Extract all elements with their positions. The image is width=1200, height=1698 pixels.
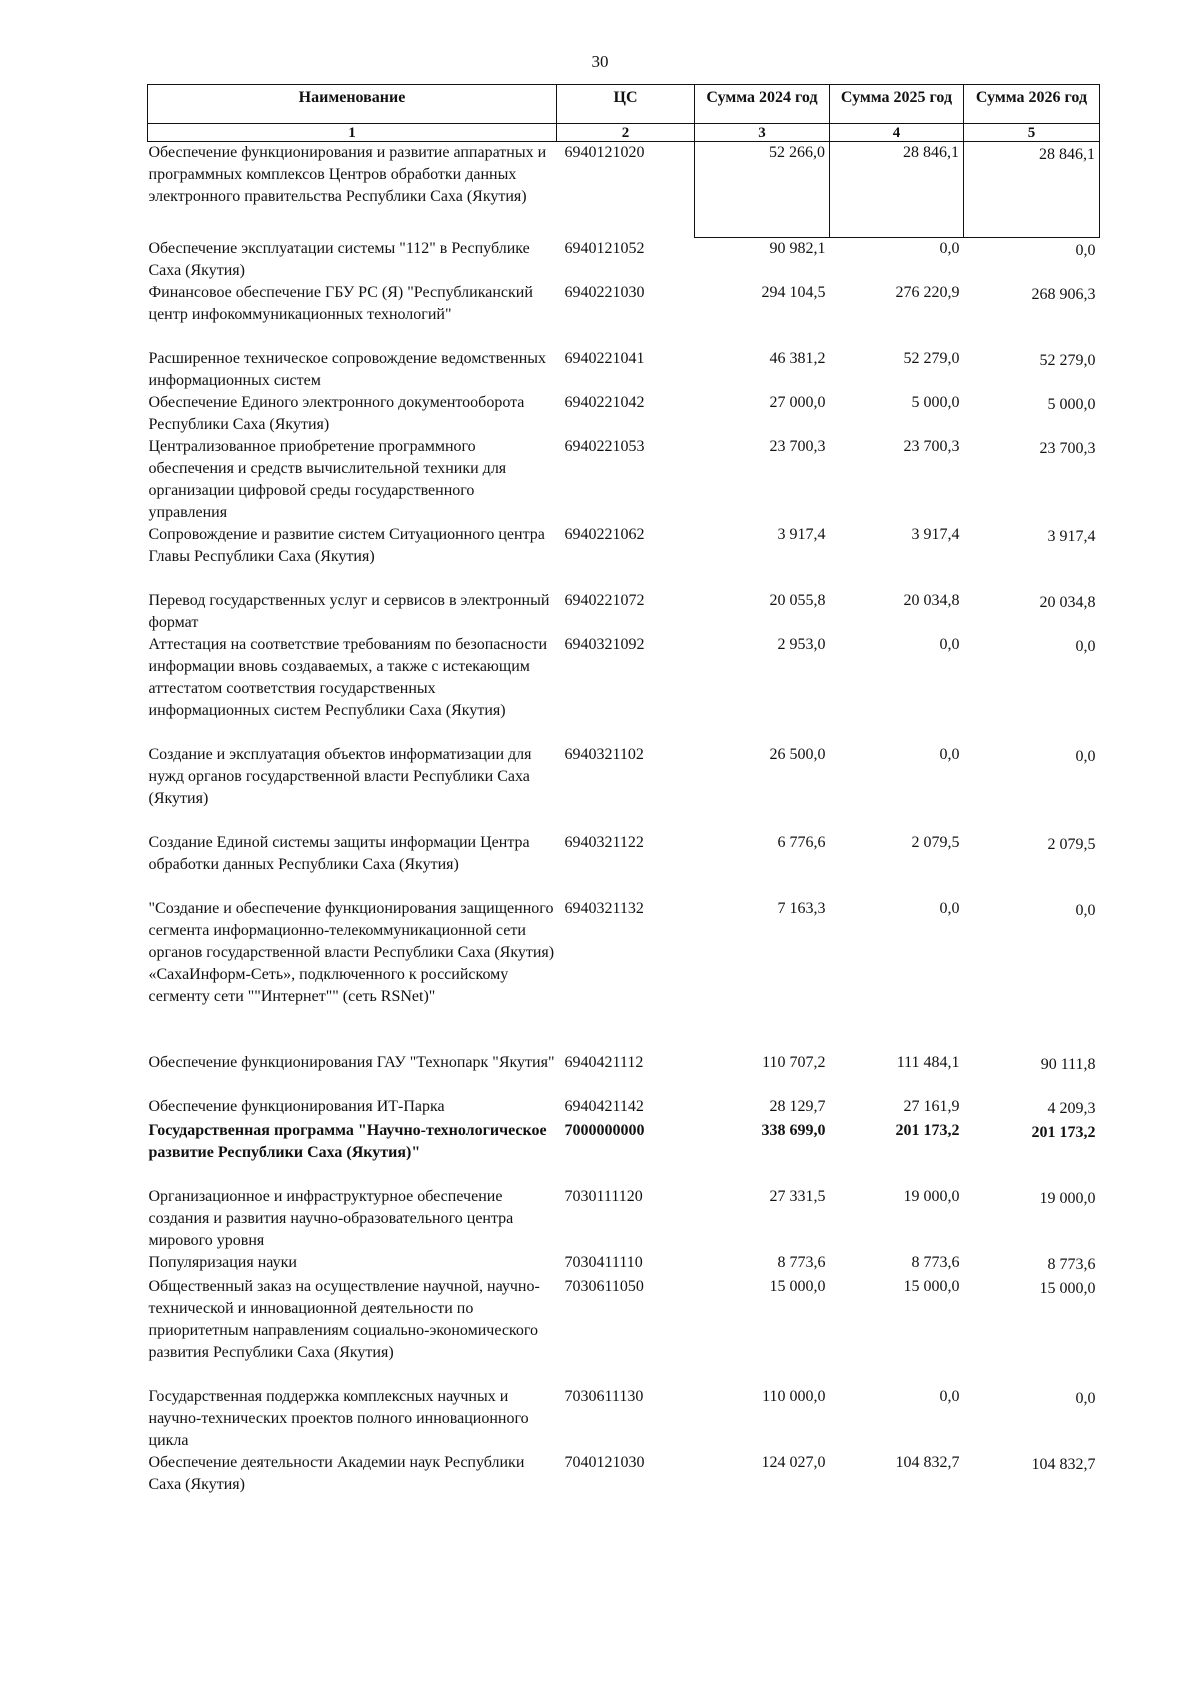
row-sum-2026: 8 773,6: [1047, 1255, 1096, 1273]
budget-sheet: [147, 84, 1099, 1496]
row-name: Обеспечение функционирования ГАУ "Технопарк "Якутия": [148, 1053, 555, 1071]
header-name: Наименование: [148, 85, 557, 124]
column-number: 5: [964, 124, 1100, 142]
row-sum-2024: 15 000,0: [769, 1277, 826, 1295]
row-sum-2026: 268 906,3: [1031, 285, 1096, 303]
row-sum-2026: 201 173,2: [1031, 1123, 1096, 1141]
row-name: Обеспечение функционирования ИТ-Парка: [148, 1097, 445, 1115]
row-cs-code: 6940321102: [564, 745, 644, 763]
column-number: 3: [695, 124, 830, 142]
row-sum-2024: 8 773,6: [777, 1253, 826, 1271]
row-sum-2024: 7 163,3: [777, 899, 826, 917]
row-name: "Создание и обеспечение функционирования защищенного сегмента информационно-телекоммуникационной сети органов государственной власти Республики Саха (Якутия) «СахаИнформ-Сеть», подключенного к российскому сегменту сети ""Интернет"" (сеть RSNet)": [148, 899, 555, 1005]
column-number: 1: [148, 124, 557, 142]
row-cs-code: 6940221072: [564, 591, 645, 609]
row-sum-2026: 4 209,3: [1047, 1099, 1096, 1117]
row-sum-2025: 0,0: [939, 635, 960, 653]
row-cs-code: 7030111120: [564, 1187, 643, 1205]
row-sum-2024: 90 982,1: [769, 240, 826, 257]
table-row: [148, 1252, 1100, 1276]
row-sum-2026: 0,0: [1075, 242, 1096, 259]
row-sum-2025: 52 279,0: [903, 349, 960, 367]
row-cs-code: 7030411110: [564, 1253, 643, 1271]
row-name: Создание и эксплуатация объектов информатизации для нужд органов государственной власти Республики Саха (Якутия): [148, 745, 532, 807]
row-name: Обеспечение Единого электронного документооборота Республики Саха (Якутия): [148, 393, 525, 433]
row-sum-2024: 2 953,0: [777, 635, 826, 653]
row-sum-2026: 0,0: [1075, 747, 1096, 765]
header-cs: ЦС: [557, 85, 695, 124]
row-cs-code: 6940221053: [564, 437, 645, 455]
table-row: [148, 1186, 1100, 1252]
row-name: Организационное и инфраструктурное обеспечение создания и развития научно-образовательного центра мирового уровня: [148, 1187, 514, 1249]
row-sum-2025: 19 000,0: [903, 1187, 960, 1205]
row-sum-2025: 201 173,2: [895, 1121, 960, 1139]
table-row: [148, 1052, 1100, 1096]
column-number: 2: [557, 124, 695, 142]
row-sum-2026: 19 000,0: [1039, 1189, 1096, 1207]
table-row: [148, 898, 1100, 1052]
row-sum-2025: 111 484,1: [896, 1053, 960, 1071]
row-sum-2024: 27 000,0: [769, 393, 826, 411]
row-sum-2025: 104 832,7: [895, 1453, 960, 1471]
table-header: [148, 85, 1100, 142]
header-sum-2024: Сумма 2024 год: [695, 85, 830, 124]
row-sum-2024: 338 699,0: [761, 1121, 826, 1139]
row-sum-2025: 5 000,0: [911, 393, 960, 411]
row-name: Сопровождение и развитие систем Ситуационного центра Главы Республики Саха (Якутия): [148, 525, 545, 565]
column-number-row: [148, 124, 1100, 142]
row-sum-2026: 0,0: [1075, 637, 1096, 655]
row-name: Популяризация науки: [148, 1253, 297, 1271]
row-sum-2026: 0,0: [1075, 901, 1096, 919]
row-cs-code: 6940421112: [564, 1053, 644, 1071]
table-row: [148, 238, 1100, 282]
table-body: [148, 142, 1100, 1496]
row-cs-code: 6940121020: [564, 144, 645, 161]
row-cs-code: 6940321122: [564, 833, 644, 851]
table-row: [148, 1276, 1100, 1386]
row-name: Государственная поддержка комплексных научных и научно-технических проектов полного инновационного цикла: [148, 1387, 529, 1449]
row-sum-2025: 8 773,6: [911, 1253, 960, 1271]
row-sum-2024: 124 027,0: [761, 1453, 826, 1471]
row-sum-2025: 20 034,8: [903, 591, 960, 609]
table-row: [148, 832, 1100, 898]
table-row: [148, 1096, 1100, 1120]
row-sum-2024: 6 776,6: [777, 833, 826, 851]
row-sum-2024: 52 266,0: [695, 142, 830, 238]
row-name: Расширенное техническое сопровождение ведомственных информационных систем: [148, 349, 546, 389]
row-sum-2024: 294 104,5: [761, 283, 826, 301]
row-sum-2026: 52 279,0: [1039, 351, 1096, 369]
row-cs-code: 6940221030: [564, 283, 645, 301]
row-sum-2026: 23 700,3: [1039, 439, 1096, 457]
row-sum-2026: 5 000,0: [1047, 395, 1096, 413]
row-cs-code: 7040121030: [564, 1453, 645, 1471]
row-sum-2026: 90 111,8: [1040, 1055, 1096, 1073]
row-sum-2026: 20 034,8: [1039, 593, 1096, 611]
row-sum-2025: 23 700,3: [903, 437, 960, 455]
row-name: Финансовое обеспечение ГБУ РС (Я) "Республиканский центр инфокоммуникационных технологий": [148, 283, 533, 323]
row-cs-code: 6940221042: [564, 393, 645, 411]
table-row: [148, 590, 1100, 634]
row-sum-2026: 15 000,0: [1039, 1279, 1096, 1297]
row-cs-code: 6940221062: [564, 525, 645, 543]
table-row: [148, 744, 1100, 832]
table-row: [148, 1386, 1100, 1452]
row-name: Централизованное приобретение программного обеспечения и средств вычислительной техники для организации цифровой среды государственного управления: [148, 437, 507, 521]
row-cs-code: 7000000000: [564, 1121, 645, 1139]
row-sum-2026: 3 917,4: [1047, 527, 1096, 545]
budget-table: [147, 84, 1100, 1496]
row-sum-2024: 3 917,4: [777, 525, 826, 543]
row-name: Обеспечение функционирования и развитие аппаратных и программных комплексов Центров обработки данных электронного правительства Республики Саха (Якутия): [148, 144, 547, 205]
header-row: [148, 85, 1100, 124]
row-cs-code: 7030611050: [564, 1277, 644, 1295]
row-name: Обеспечение деятельности Академии наук Республики Саха (Якутия): [148, 1453, 525, 1493]
row-sum-2024: 20 055,8: [769, 591, 826, 609]
row-sum-2024: 27 331,5: [769, 1187, 826, 1205]
row-sum-2024: 110 707,2: [762, 1053, 826, 1071]
row-cs-code: 6940221041: [564, 349, 645, 367]
table-row: [148, 1452, 1100, 1496]
row-sum-2026: 0,0: [1075, 1389, 1096, 1407]
header-sum-2025: Сумма 2025 год: [830, 85, 964, 124]
row-sum-2024: 26 500,0: [769, 745, 826, 763]
row-cs-code: 7030611130: [564, 1387, 644, 1405]
table-row: [148, 142, 1100, 238]
row-name: Аттестация на соответствие требованиям по безопасности информации вновь создаваемых, а также с истекающим аттестатом соответствия государственных информационных систем Республики Саха (Якутия): [148, 635, 548, 719]
row-sum-2025: 276 220,9: [895, 283, 960, 301]
row-sum-2025: 3 917,4: [911, 525, 960, 543]
row-sum-2025: 0,0: [939, 899, 960, 917]
row-cs-code: 6940321132: [564, 899, 644, 917]
table-row: [148, 282, 1100, 348]
row-name: Перевод государственных услуг и сервисов в электронный формат: [148, 591, 550, 631]
row-name: Создание Единой системы защиты информации Центра обработки данных Республики Саха (Якутия): [148, 833, 530, 873]
row-sum-2024: 23 700,3: [769, 437, 826, 455]
header-sum-2026: Сумма 2026 год: [964, 85, 1100, 124]
row-sum-2026: 28 846,1: [964, 142, 1100, 238]
row-cs-code: 6940121052: [564, 239, 645, 257]
row-name: Общественный заказ на осуществление научной, научно-технической и инновационной деятельности по приоритетным направлениям социально-экономического развития Республики Саха (Якутия): [148, 1277, 540, 1361]
table-row: [148, 1120, 1100, 1186]
row-name: Государственная программа "Научно-технологическое развитие Республики Саха (Якутия)": [148, 1121, 547, 1161]
row-cs-code: 6940421142: [564, 1097, 644, 1115]
row-sum-2026: 2 079,5: [1047, 835, 1096, 853]
row-sum-2025: 28 846,1: [830, 142, 964, 238]
table-row: [148, 436, 1100, 524]
row-sum-2024: 46 381,2: [769, 349, 826, 367]
row-sum-2025: 2 079,5: [911, 833, 960, 851]
table-row: [148, 524, 1100, 590]
column-number: 4: [830, 124, 964, 142]
table-row: [148, 392, 1100, 436]
row-sum-2026: 104 832,7: [1031, 1455, 1096, 1473]
row-sum-2025: 27 161,9: [903, 1097, 960, 1115]
row-sum-2025: 0,0: [939, 745, 960, 763]
row-sum-2024: 110 000,0: [762, 1387, 826, 1405]
row-sum-2025: 0,0: [939, 240, 960, 257]
row-cs-code: 6940321092: [564, 635, 645, 653]
row-sum-2025: 0,0: [939, 1387, 960, 1405]
table-row: [148, 634, 1100, 744]
table-row: [148, 348, 1100, 392]
row-name: Обеспечение эксплуатации системы "112" в Республике Саха (Якутия): [148, 239, 530, 279]
row-sum-2025: 15 000,0: [903, 1277, 960, 1295]
row-sum-2024: 28 129,7: [769, 1097, 826, 1115]
page-number: 30: [591, 52, 609, 71]
